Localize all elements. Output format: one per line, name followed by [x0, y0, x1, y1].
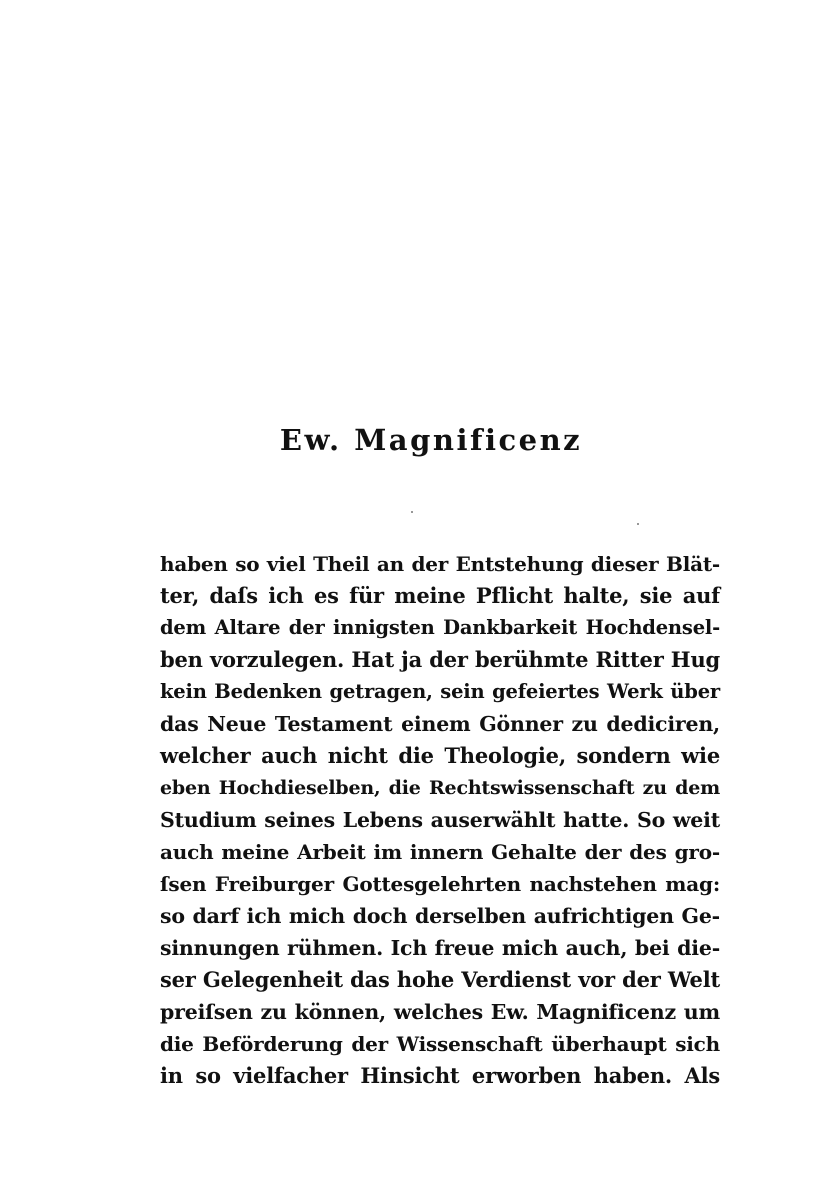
text-line: so darf ich mich doch derselben aufrichtigen Ge-: [160, 904, 720, 928]
dedication-heading: Ew. Magnificenz: [279, 423, 583, 457]
text-line: dem Altare der innigsten Dankbarkeit Hochdensel-: [160, 616, 720, 639]
text-line: Studium seines Lebens auserwählt hatte. So weit: [160, 808, 720, 832]
text-line: ter, daſs ich es für meine Pflicht halte, sie auf: [160, 583, 720, 608]
text-line: sinnungen rühmen. Ich freue mich auch, bei die-: [160, 936, 720, 960]
print-speck: [411, 511, 413, 513]
text-line: eben Hochdieselben, die Rechtswissenschaft zu dem: [160, 777, 720, 799]
text-line: haben so viel Theil an der Entstehung dieser Blät-: [160, 552, 720, 576]
print-speck: [637, 523, 639, 525]
text-line: die Beförderung der Wissenschaft überhaupt sich: [160, 1032, 720, 1056]
text-line: ſsen Freiburger Gottesgelehrten nachstehen mag:: [160, 872, 720, 896]
dedication-body: [160, 548, 720, 1092]
text-line: in so vielfacher Hinsicht erworben haben. Als: [160, 1063, 720, 1088]
text-line: ser Gelegenheit das hohe Verdienst vor der Welt: [160, 967, 720, 992]
text-line: preiſsen zu können, welches Ew. Magnificenz um: [160, 1000, 720, 1024]
text-line: das Neue Testament einem Gönner zu dediciren,: [160, 712, 720, 736]
text-line: welcher auch nicht die Theologie, sondern wie: [160, 743, 720, 768]
text-line: ben vorzulegen. Hat ja der berühmte Ritter Hug: [160, 647, 720, 672]
text-line: auch meine Arbeit im innern Gehalte der des gro-: [160, 840, 720, 864]
text-line: kein Bedenken getragen, sein gefeiertes Werk über: [160, 680, 720, 703]
